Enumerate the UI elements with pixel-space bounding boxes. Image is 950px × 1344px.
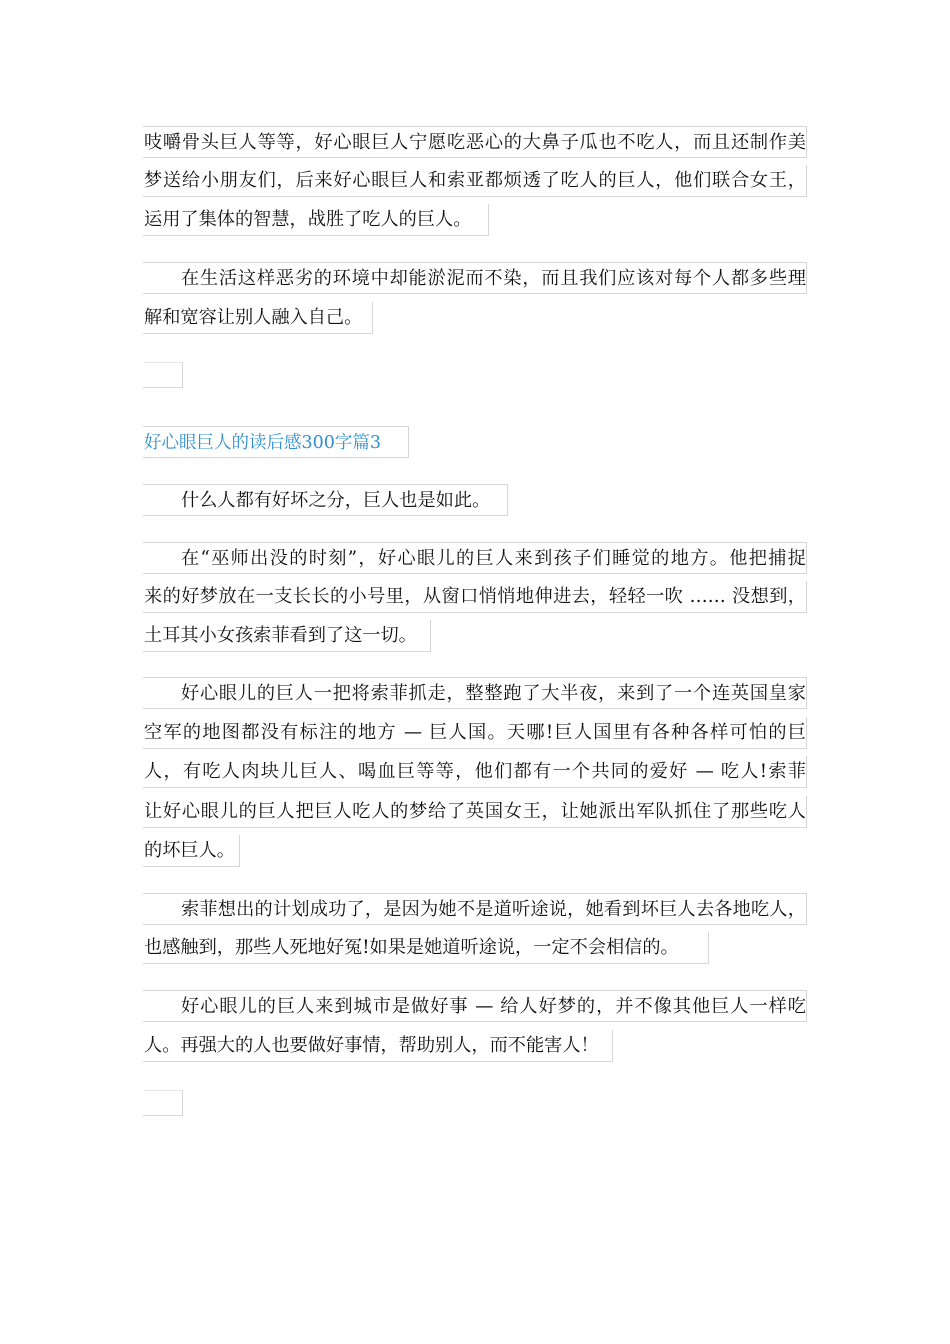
paragraph-6-line-1: 索菲想出的计划成功了，是因为她不是道听途说，她看到坏巨人去各地吃人， xyxy=(143,893,807,925)
empty-text-box xyxy=(143,1090,183,1116)
empty-text-box xyxy=(143,362,183,388)
paragraph-5-line-1: 好心眼儿的巨人一把将索菲抓走，整整跑了大半夜，来到了一个连英国皇家 xyxy=(143,677,807,709)
section-heading: 好心眼巨人的读后感300字篇3 xyxy=(143,426,409,458)
paragraph-2-line-2: 解和宽容让别人融入自己。 xyxy=(143,302,373,334)
paragraph-5-line-3: 人，有吃人肉块儿巨人、喝血巨等等，他们都有一个共同的爱好 — 吃人!索菲 xyxy=(143,756,807,788)
paragraph-1-line-2: 梦送给小朋友们，后来好心眼巨人和索亚都烦透了吃人的巨人，他们联合女王， xyxy=(143,165,807,197)
paragraph-5-line-4: 让好心眼儿的巨人把巨人吃人的梦给了英国女王，让她派出军队抓住了那些吃人 xyxy=(143,796,807,828)
paragraph-5-line-2: 空军的地图都没有标注的地方 — 巨人国。天哪!巨人国里有各种各样可怕的巨 xyxy=(143,717,807,749)
paragraph-4-line-2: 来的好梦放在一支长长的小号里，从窗口悄悄地伸进去，轻轻一吹 …… 没想到， xyxy=(143,581,807,613)
paragraph-7-line-1: 好心眼儿的巨人来到城市是做好事 — 给人好梦的，并不像其他巨人一样吃 xyxy=(143,990,807,1022)
paragraph-1-line-1: 吱嚼骨头巨人等等，好心眼巨人宁愿吃恶心的大鼻子瓜也不吃人，而且还制作美 xyxy=(143,126,807,158)
paragraph-2-line-1: 在生活这样恶劣的环境中却能淤泥而不染，而且我们应该对每个人都多些理 xyxy=(143,262,807,294)
paragraph-1-line-3: 运用了集体的智慧，战胜了吃人的巨人。 xyxy=(143,204,489,236)
paragraph-3-line-1: 什么人都有好坏之分，巨人也是如此。 xyxy=(143,484,508,516)
paragraph-5-line-5: 的坏巨人。 xyxy=(143,835,240,867)
paragraph-6-line-2: 也感触到，那些人死地好冤!如果是她道听途说，一定不会相信的。 xyxy=(143,932,709,964)
paragraph-4-line-3: 土耳其小女孩索菲看到了这一切。 xyxy=(143,620,431,652)
paragraph-4-line-1: 在“巫师出没的时刻”，好心眼儿的巨人来到孩子们睡觉的地方。他把捕捉 xyxy=(143,542,807,574)
paragraph-7-line-2: 人。再强大的人也要做好事情，帮助别人，而不能害人！ xyxy=(143,1030,613,1062)
